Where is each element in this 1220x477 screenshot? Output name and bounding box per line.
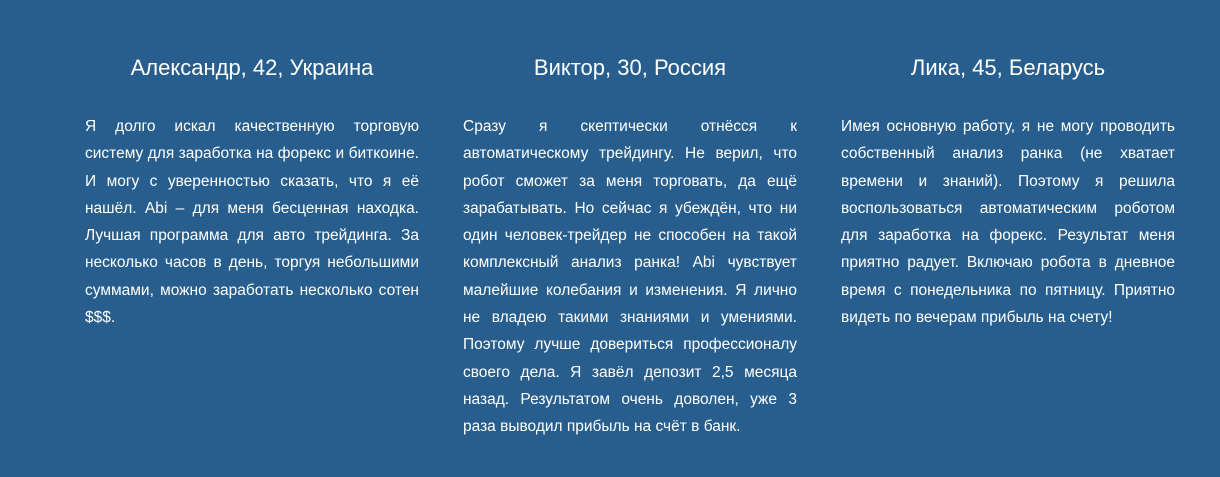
review-text: Имея основную работу, я не могу проводить собственный анализ ранка (не хватает времени и знаний). Поэтому я решила воспользоваться автоматическим роботом для заработка на форекс. Результат меня приятно радует. Включаю робота в дневное время с понедельника по пятницу. Приятно видеть по вечерам прибыль на счету! bbox=[841, 118, 1175, 327]
review-author: Виктор, 30, Россия bbox=[533, 55, 727, 80]
review-author: Александр, 42, Украина bbox=[130, 55, 374, 80]
review-text: Я долго искал качественную торговую систему для заработка на форекс и биткоине. И могу с уверенностью сказать, что я её нашёл. Abi – для меня бесценная находка. Лучшая программа для авто трейдинга. За несколько часов в день, торгуя небольшими суммами, можно заработать несколько сотен $$$. bbox=[85, 118, 419, 327]
review-text: Сразу я скептически отнёсся к автоматическому трейдингу. Не верил, что робот сможет за меня торговать, да ещё зарабатывать. Но сейчас я убеждён, что ни один человек-трейдер не способен на такой комплексный анализ ранка! Abi чувствует малейшие колебания и изменения. Я лично не владею такими знаниями и умениями. Поэтому лучше довериться профессионалу своего дела. Я завёл депозит 2,5 месяца назад. Результатом очень доволен, уже 3 раза выводил прибыль на счёт в банк. bbox=[463, 118, 797, 436]
review-author: Лика, 45, Беларусь bbox=[910, 55, 1106, 80]
